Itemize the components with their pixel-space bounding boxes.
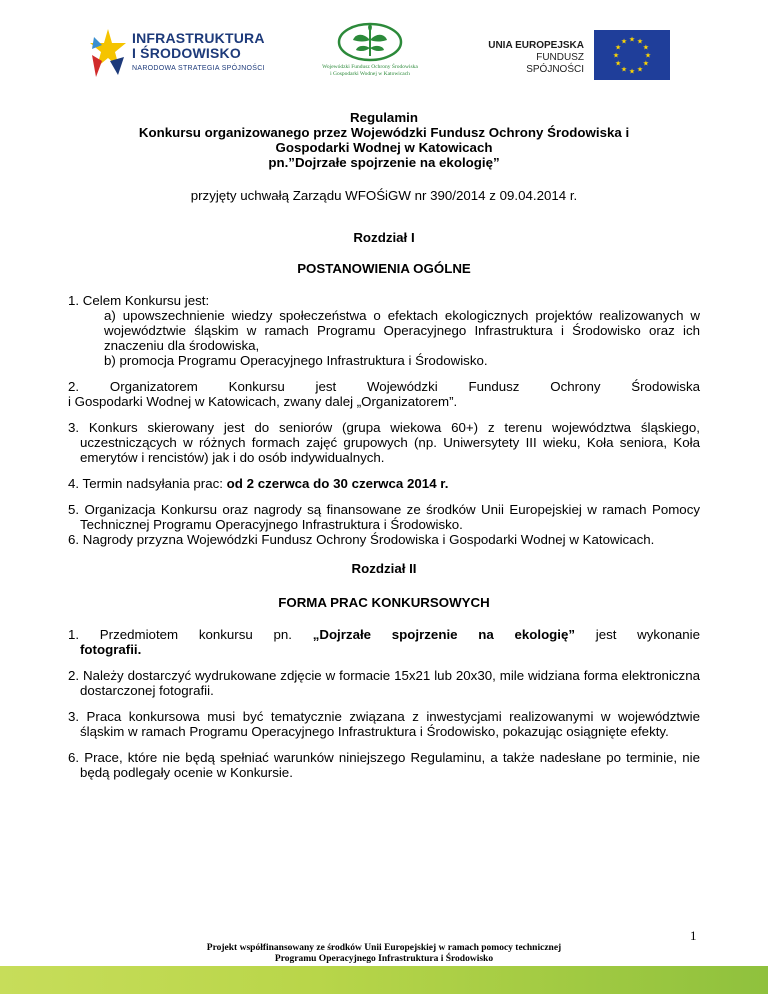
ch1-point1-a: a) upowszechnienie wiedzy społeczeństwa o efektach ekologicznych projektów realizowanych w województwie śląskim w ramach Programu Operacyjnego Infrastruktura i Środowisko oraz ich znaczeniu dla środowiska, — [104, 308, 700, 353]
eu-flag-icon — [594, 30, 670, 80]
ch1-point4 — [68, 476, 700, 491]
eu-logo — [484, 26, 684, 86]
chapter2-label: Rozdział II — [351, 561, 417, 576]
logo-bar — [0, 20, 768, 90]
wf-caption-line1: Wojewódzki Fundusz Ochrony Środowiska — [322, 64, 418, 70]
page-number: 1 — [690, 928, 697, 943]
ch1-point1-intro: 1. Celem Konkursu jest: — [68, 293, 210, 308]
eu-star-icon: ★ — [636, 38, 644, 46]
ue-line2: FUNDUSZ SPÓJNOŚCI — [526, 52, 584, 75]
title-line2: Konkursu organizowanego przez Wojewódzki Fundusz Ochrony Środowiska i — [138, 125, 630, 140]
ch1-point6: 6. Nagrody przyzna Wojewódzki Fundusz Ochrony Środowiska i Gospodarki Wodnej w Katowicach. — [68, 532, 655, 547]
ch2-point6: 6. Prace, które nie będą spełniać warunków niniejszego Regulaminu, a także nadesłane po terminie, nie będą podlegały ocenie w Konkursie. — [68, 750, 700, 780]
eu-star-icon: ★ — [615, 44, 622, 52]
ch2-point1-line1: 1. Przedmiotem konkursu pn. „Dojrzałe spojrzenie na ekologię” jest wykonanie — [68, 627, 700, 642]
eu-star-icon: ★ — [636, 66, 644, 74]
eu-star-icon: ★ — [620, 38, 628, 46]
infrastruktura-logo — [88, 25, 268, 85]
title-line3: Gospodarki Wodnej w Katowicach — [275, 140, 493, 155]
ch2-point1 — [68, 627, 700, 657]
wfosigw-logo — [310, 22, 430, 88]
eu-star-icon: ★ — [620, 66, 628, 74]
title-line4: pn.”Dojrzałe spojrzenie na ekologię” — [268, 155, 500, 170]
document-title — [68, 110, 700, 170]
chapter1-heading: POSTANOWIENIA OGÓLNE — [297, 261, 471, 276]
eu-star-icon: ★ — [615, 60, 622, 68]
eu-star-icon: ★ — [644, 52, 652, 60]
chapter2-heading: FORMA PRAC KONKURSOWYCH — [278, 595, 490, 610]
infra-line2: I ŚRODOWISKO — [132, 45, 241, 61]
ch2-point2: 2. Należy dostarczyć wydrukowane zdjęcie w formacie 15x21 lub 20x30, mile widziana forma elektroniczna dostarczonej fotografii. — [68, 668, 700, 698]
ch2-point3: 3. Praca konkursowa musi być tematycznie związana z inwestycjami realizowanymi w województwie śląskim w ramach Programu Operacyjnego Infrastruktura i Środowisko, pokazując osiągnięte efekty. — [68, 709, 700, 739]
ch1-point3: 3. Konkurs skierowany jest do seniorów (grupa wiekowa 60+) z terenu województwa śląskiego, uczestniczących w różnych formach zajęć grupowych (np. Uniwersytety III wieku, Koła seniora, Koła emerytów i rencistów) jak i do osób indywidualnych. — [68, 420, 700, 465]
ch1-point1 — [68, 293, 700, 368]
footer — [0, 943, 768, 965]
ch1-point1-b: b) promocja Programu Operacyjnego Infrastruktura i Środowisko. — [104, 353, 488, 368]
ch1-point5: 5. Organizacja Konkursu oraz nagrody są finansowane ze środków Unii Europejskiej w ramach Pomocy Technicznej Programu Operacyjnego Infrastruktura i Środowisko. — [68, 502, 700, 532]
eu-star-icon: ★ — [628, 36, 636, 44]
ue-line1: UNIA EUROPEJSKA — [488, 40, 584, 51]
title-line1: Regulamin — [350, 110, 418, 125]
infra-subtitle: NARODOWA STRATEGIA SPÓJNOŚCI — [132, 65, 265, 72]
infra-star-icon — [88, 27, 128, 79]
document-body — [68, 110, 700, 780]
footer-band — [0, 966, 768, 994]
adopted-note: przyjęty uchwałą Zarządu WFOŚiGW nr 390/2014 z 09.04.2014 r. — [190, 188, 578, 203]
wf-caption-line2: i Gospodarki Wodnej w Katowicach — [330, 70, 410, 77]
leaf-emblem-icon — [337, 22, 403, 62]
ch1-point2 — [68, 379, 700, 409]
ch1-point2-line1: 2. Organizatorem Konkursu jest Wojewódzki Fundusz Ochrony Środowiska — [68, 379, 700, 394]
ch1-point2-line2: i Gospodarki Wodnej w Katowicach, zwany dalej „Organizatorem”. — [68, 394, 458, 409]
footer-line2: Programu Operacyjnego Infrastruktura i Środowisko — [274, 954, 494, 964]
infra-line1: INFRASTRUKTURA — [132, 30, 265, 46]
chapter1-label: Rozdział I — [353, 230, 415, 245]
eu-star-icon: ★ — [642, 44, 649, 52]
footer-line1: Projekt współfinansowany ze środków Unii Europejskiej w ramach pomocy technicznej — [206, 943, 562, 953]
eu-star-icon: ★ — [628, 68, 636, 76]
ch1-point4-text: 4. Termin nadsyłania prac: — [68, 476, 227, 491]
eu-star-icon: ★ — [642, 60, 649, 68]
eu-star-icon: ★ — [612, 52, 620, 60]
ch2-point1-line2: fotografii. — [80, 642, 142, 657]
ch1-point4-dates: od 2 czerwca do 30 czerwca 2014 r. — [226, 476, 449, 491]
